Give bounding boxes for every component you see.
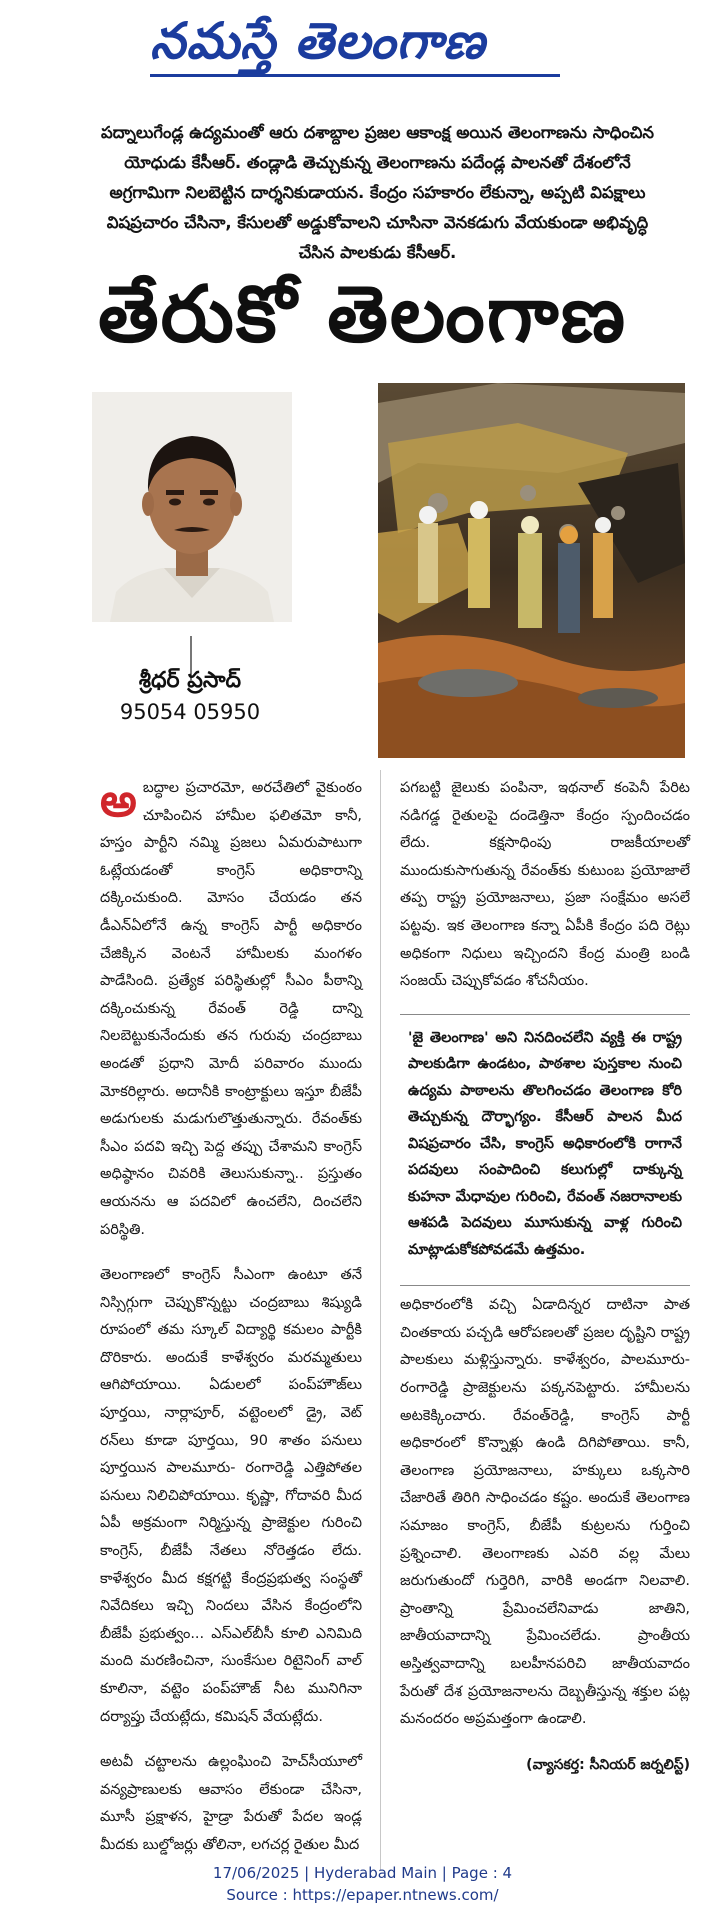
article-headline: తేరుకో తెలంగాణ <box>97 270 628 360</box>
pullquote-rule-bottom <box>400 1285 690 1286</box>
article-column-left <box>100 775 362 1878</box>
paragraph-1: అబద్ధాల ప్రచారమో, అరచేతిలో వైకుంఠం చూపించిన హామీల ఫలితమో కానీ, హస్తం పార్టీని నమ్మి ప్రజలు ఏమరుపాటుగా ఓట్లేయడంతో కాంగ్రెస్ అధికారాన్ని దక్కించుకుంది. మోసం చేయడం తన డీఎన్ఏలోనే ఉన్న కాంగ్రెస్ పార్టీ అధికారం చేజిక్కిన వెంటనే హామీలకు మంగళం పాడేసింది. ప్రత్యేక పరిస్థితుల్లో సీఎం పీఠాన్ని దక్కించుకున్న రేవంత్ రెడ్డి దాన్ని నిలబెట్టుకునేందుకు తన గురువు చంద్రబాబు అండతో ప్రధాని మోదీ పరివారం ముందు మోకరిల్లారు. అదానీకి కాంట్రాక్టులు ఇస్తూ బీజేపీ అడుగులకు మడుగులొత్తుతున్నారు. రేవంత్‌కు సీఎం పదవి ఇచ్చి పెద్ద తప్పు చేశామని కాంగ్రెస్ అధిష్ఠానం చివరికి తెలుసుకున్నా.. ప్రస్తుతం ఆయనను ఆ పదవిలో ఉంచలేని, దించలేని పరిస్థితి. <box>100 773 362 1238</box>
column-divider <box>380 770 381 1870</box>
author-name: శ్రీధర్ ప్రసాద్ <box>138 668 242 693</box>
author-credit: (వ్యాసకర్త: సీనియర్ జర్నలిస్ట్) <box>526 1756 690 1773</box>
pullquote-rule-top <box>400 1014 690 1015</box>
page-footer <box>0 1862 725 1906</box>
paragraph-2: తెలంగాణలో కాంగ్రెస్ సీఎంగా ఉంటూ తనే నిస్సిగ్గుగా చెప్పుకొన్నట్టు చంద్రబాబు శిష్యుడి రూపంలో తమ స్కూల్ విద్యార్థి కమలం పార్టీకి దొరికారు. అందుకే కాళేశ్వరం మరమ్మతులు ఆగిపోయాయి. ఏడులలో పంప్‌హౌజ్‌లు పూర్తయి, నార్లాపూర్, వట్టెంలలో డ్రై, వెట్ రన్‌లు కూడా పూర్తయి, 90 శాతం పనులు పూర్తయిన పాలమూరు- రంగారెడ్డి ఎత్తిపోతల పనులు నిలిచిపోయాయి. కృష్ణా, గోదావరి మీద ఏపీ అక్రమంగా నిర్మిస్తున్న ప్రాజెక్టుల గురించి కాంగ్రెస్, బీజేపీ నేతలు నోరెత్తడం లేదు. కాళేశ్వరం మీద కక్షగట్టి కేంద్రప్రభుత్వ సంస్థతో నివేదికలు ఇచ్చి నిందలు వేసిన కేంద్రంలోని బీజేపీ ప్రభుత్వం... ఎస్ఎల్‌బీసీ కూలి ఎనిమిది మంది మరణించినా, సుంకేసుల రిటైనింగ్ వాల్ కూలినా, వట్టెం పంప్‌హౌజ్ నీట మునిగినా దర్యాప్తు చేయట్లేదు, కమిషన్ వేయట్లేదు. <box>100 1267 362 1725</box>
news-photo-tunnel-rescue <box>378 383 685 758</box>
footer-date-edition: 17/06/2025 | Hyderabad Main | Page : 4 <box>212 1864 513 1882</box>
pullquote: 'జై తెలంగాణ' అని నినదించలేని వ్యక్తి ఈ రాష్ట్ర పాలకుడిగా ఉండటం, పాఠశాల పుస్తకాల నుంచి ఉద్యమ పాఠాలను తొలగించడం తెలంగాణ కోరి తెచ్చుకున్న దౌర్భాగ్యం. కేసీఆర్ పాలన మీద విషప్రచారం చేసి, కాంగ్రెస్ అధికారంలోకి రాగానే పదవులు సంపాదించి కలుగుల్లో దాక్కున్న కుహనా మేధావుల గురించి, రేవంత్ నజరానాలకు ఆశపడి పెదవులు మూసుకున్న వాళ్ల గురించి మాట్లాడుకోకపోవడమే ఉత్తమం. <box>408 1029 682 1258</box>
author-phone: 95054 05950 <box>119 700 261 724</box>
paragraph-4: పగబట్టి జైలుకు పంపినా, ఇథనాల్ కంపెనీ పేరిట నడిగడ్డ రైతులపై దండెత్తినా కేంద్రం స్పందించడం లేదు. కక్షసాధింపు రాజకీయాలతో ముందుకుసాగుతున్న రేవంత్‌కు కుటుంబ ప్రయోజాలే తప్ప రాష్ట్ర ప్రయోజనాలు, ప్రజా సంక్షేమం అసలే పట్టవు. ఇక తెలంగాణ కన్నా ఏపీకి కేంద్రం పది రెట్లు అధికంగా నిధులు ఇచ్చిందని కేంద్ర మంత్రి బండి సంజయ్ చెప్పుకోవడం శోచనీయం. <box>400 780 690 990</box>
footer-source-link[interactable]: Source : https://epaper.ntnews.com/ <box>226 1886 499 1904</box>
masthead-logo: నమస్తే తెలంగాణ <box>150 12 486 70</box>
article-deck: పద్నాలుగేండ్ల ఉద్యమంతో ఆరు దశాబ్దాల ప్రజల ఆకాంక్ష అయిన తెలంగాణను సాధించిన యోధుడు కేసీఆర్. తండ్లాడి తెచ్చుకున్న తెలంగాణను పదేండ్ల పాలనతో దేశంలోనే అగ్రగామిగా నిలబెట్టిన దార్శనికుడాయన. కేంద్రం సహకారం లేకున్నా, అప్పటి విపక్షాలు విషప్రచారం చేసినా, కేసులతో అడ్డుకోవాలని చూసినా వెనకడుగు వేయకుండా అభివృద్ధి చేసిన పాలకుడు కేసీఆర్. <box>101 123 654 262</box>
author-photo <box>92 392 292 622</box>
masthead-underline <box>150 74 560 77</box>
paragraph-5: అధికారంలోకి వచ్చి ఏడాదిన్నర దాటినా పాత చింతకాయ పచ్చడి ఆరోపణలతో ప్రజల దృష్టిని రాష్ట్ర పాలకులు మళ్లిస్తున్నారు. కాళేశ్వరం, పాలమూరు-రంగారెడ్డి ప్రాజెక్టులను పక్కనపెట్టారు. హామీలను అటకెక్కించారు. రేవంత్‌రెడ్డి, కాంగ్రెస్ పార్టీ అధికారంలో కొన్నాళ్లు ఉండి దిగిపోతాయి. కానీ, తెలంగాణ ప్రయోజనాలు, హక్కులు ఒక్కసారి చేజారితే తిరిగి సాధించడం కష్టం. అందుకే తెలంగాణ సమాజం కాంగ్రెస్, బీజేపీ కుట్రలను గుర్తించి ప్రశ్నించాలి. తెలంగాణకు ఎవరి వల్ల మేలు జరుగుతుందో గుర్తెరిగి, వారికి అండగా నిలవాలి. ప్రాంతాన్ని ప్రేమించలేనివాడు జాతిని, జాతీయవాదాన్ని ప్రేమించలేడు. ప్రాంతీయ అస్తిత్వవాదాన్ని బలహీనపరిచి జాతీయవాదం పేరుతో దేశ ప్రయోజనాలను దెబ్బతీస్తున్న శక్తుల పట్ల మనందరం అప్రమత్తంగా ఉండాలి. <box>400 1297 690 1728</box>
article-column-right <box>400 775 690 1797</box>
paragraph-3: అటవీ చట్టాలను ఉల్లంఘించి హెచ్‌సీయూలో వన్యప్రాణులకు ఆవాసం లేకుండా చేసినా, మూసీ ప్రక్షాళన, హైడ్రా పేరుతో పేదల ఇండ్ల మీదకు బుల్డోజర్లు తోలినా, లగచర్ల రైతుల మీద <box>100 1754 362 1853</box>
dropcap: అ <box>100 773 137 827</box>
